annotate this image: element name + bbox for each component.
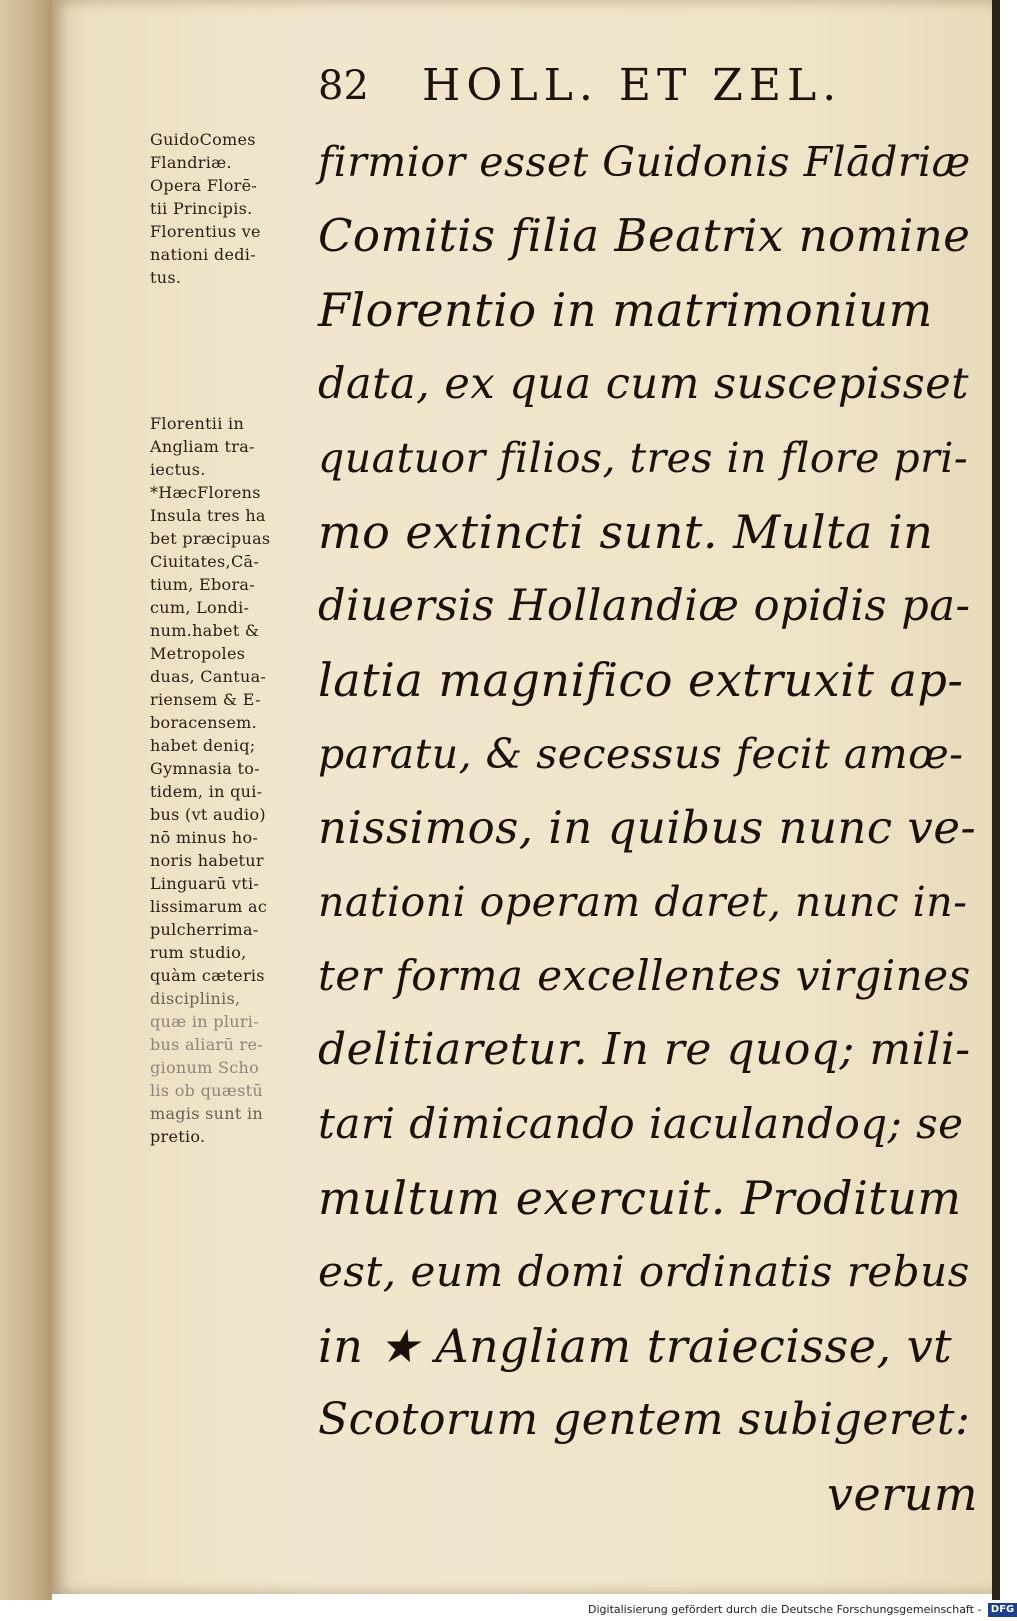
margin-note-guido bbox=[150, 128, 312, 289]
text-line: nissimos, in quibus nunc ve- bbox=[318, 801, 977, 854]
page-right-edge bbox=[992, 0, 1000, 1600]
margin-note-line: tium, Ebora- bbox=[150, 575, 255, 594]
text-line: data, ex qua cum suscepisset bbox=[318, 359, 970, 409]
margin-note-line: lissimarum ac bbox=[150, 897, 268, 916]
margin-note-line: duas, Cantua- bbox=[150, 667, 267, 686]
margin-note-line: riensem & E- bbox=[150, 690, 261, 709]
text-line: delitiaretur. In re quoq; mili- bbox=[318, 1024, 971, 1075]
margin-note-line: rum studio, bbox=[150, 943, 247, 962]
margin-note-line: disciplinis, bbox=[150, 989, 241, 1008]
running-head bbox=[318, 56, 878, 116]
margin-note-line: Metropoles bbox=[150, 644, 246, 663]
margin-note-line: Ciuitates,Cā- bbox=[150, 552, 260, 571]
margin-note-line: pulcherrima- bbox=[150, 920, 259, 939]
margin-note-line: gionum Scho bbox=[150, 1058, 260, 1077]
text-line: Scotorum gentem subigeret: bbox=[318, 1394, 971, 1445]
credit-text: Digitalisierung gefördert durch die Deutsche Forschungsgemeinschaft - bbox=[588, 1603, 982, 1616]
scan-background-edge bbox=[0, 0, 52, 1600]
text-line: in ★ Angliam traiecisse, vt bbox=[318, 1319, 953, 1373]
margin-note-line: Florentii in bbox=[150, 414, 245, 433]
margin-note-line: tus. bbox=[150, 268, 182, 287]
margin-note-line: Linguarū vti- bbox=[150, 874, 260, 893]
margin-note-line: GuidoComes bbox=[150, 130, 256, 149]
margin-note-line: bus (vt audio) bbox=[150, 805, 266, 824]
text-line: paratu, & secessus fecit amœ- bbox=[318, 730, 964, 778]
text-line: firmior esset Guidonis Flādriæ bbox=[318, 138, 971, 186]
margin-note-line: Flandriæ. bbox=[150, 153, 232, 172]
text-line: Comitis filia Beatrix nomine bbox=[318, 209, 971, 262]
text-line: ter forma excellentes virgines bbox=[318, 951, 971, 1000]
margin-note-line: Angliam tra- bbox=[150, 437, 255, 456]
catchword: verum bbox=[827, 1467, 978, 1521]
digitization-credit bbox=[588, 1601, 1017, 1619]
margin-note-line: iectus. bbox=[150, 460, 206, 479]
margin-note-line: nationi dedi- bbox=[150, 245, 256, 264]
margin-note-line: tii Principis. bbox=[150, 199, 253, 218]
running-title: HOLL. ET ZEL. bbox=[422, 60, 843, 111]
text-line: nationi operam daret, nunc in- bbox=[318, 878, 968, 926]
text-line: mo extincti sunt. Multa in bbox=[318, 505, 934, 559]
margin-note-line: tidem, in qui- bbox=[150, 782, 263, 801]
margin-note-line: bet præcipuas bbox=[150, 529, 271, 548]
page-number: 82 bbox=[318, 63, 369, 109]
text-line: tari dimicando iaculandoq; se bbox=[318, 1099, 964, 1148]
margin-note-line: nō minus ho- bbox=[150, 828, 259, 847]
text-line: diuersis Hollandiæ opidis pa- bbox=[318, 581, 971, 631]
margin-note-line: quàm cæteris bbox=[150, 966, 265, 985]
margin-note-line: Opera Florē- bbox=[150, 176, 258, 195]
margin-note-line: boracensem. bbox=[150, 713, 258, 732]
margin-note-line: pretio. bbox=[150, 1127, 206, 1146]
text-line: quatuor filios, tres in flore pri- bbox=[318, 434, 969, 482]
margin-note-line: quæ in pluri- bbox=[150, 1012, 259, 1031]
margin-note-line: *HæcFlorens bbox=[150, 483, 261, 502]
margin-note-anglia bbox=[150, 412, 312, 1148]
text-line: multum exercuit. Proditum bbox=[318, 1171, 962, 1225]
margin-note-line: Florentius ve bbox=[150, 222, 261, 241]
margin-note-line: Insula tres ha bbox=[150, 506, 266, 525]
text-line: latia magnifico extruxit ap- bbox=[318, 653, 964, 707]
dfg-logo: DFG bbox=[988, 1603, 1017, 1617]
margin-note-line: lis ob quæstū bbox=[150, 1081, 263, 1100]
main-text-block bbox=[318, 125, 978, 1531]
margin-note-line: bus aliarū re- bbox=[150, 1035, 263, 1054]
margin-note-line: Gymnasia to- bbox=[150, 759, 260, 778]
margin-note-line: cum, Londi- bbox=[150, 598, 250, 617]
margin-note-line: habet deniq; bbox=[150, 736, 256, 755]
text-line: Florentio in matrimonium bbox=[318, 283, 933, 337]
margin-note-line: num.habet & bbox=[150, 621, 260, 640]
text-line: est, eum domi ordinatis rebus bbox=[318, 1247, 970, 1296]
margin-note-line: magis sunt in bbox=[150, 1104, 264, 1123]
margin-note-line: noris habetur bbox=[150, 851, 264, 870]
